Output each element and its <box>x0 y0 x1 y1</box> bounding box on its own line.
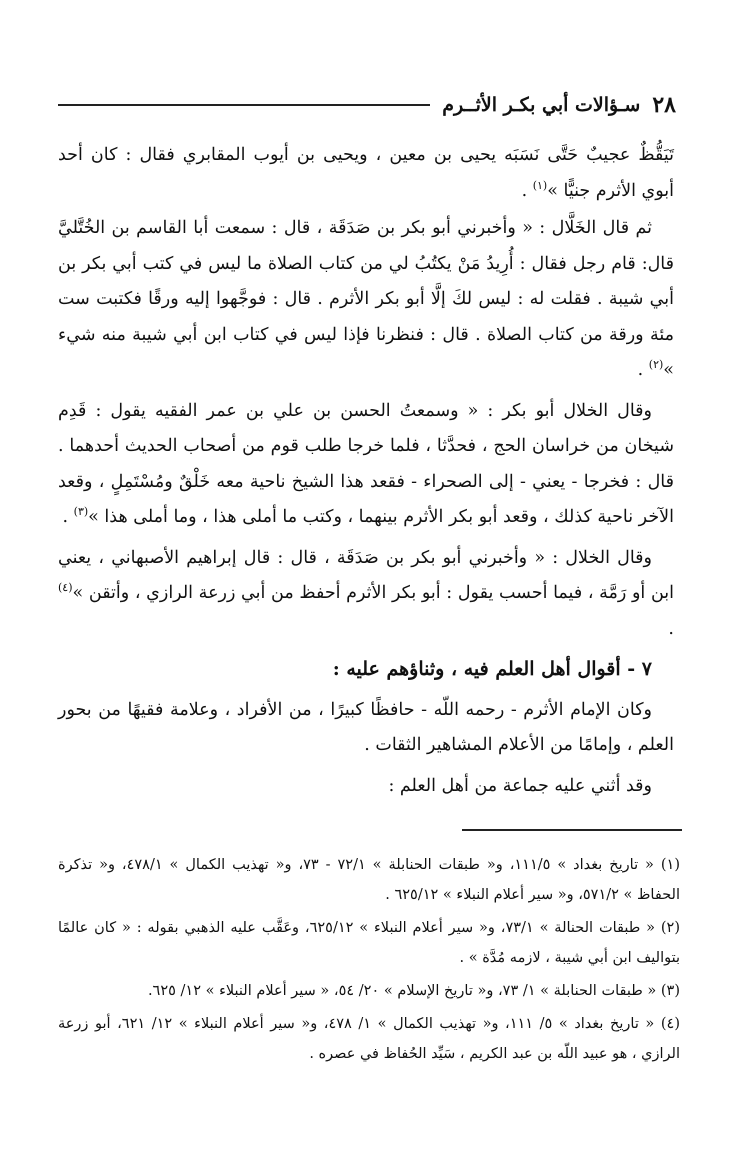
running-title: سـؤالات أبي بكـر الأثــرم <box>442 94 641 116</box>
footnote-ref-4[interactable]: (٤) <box>58 581 73 595</box>
paragraph-1-text: تَيَقُّظٌ عجيبٌ حَتَّى نَسَبَه يحيى بن معين ، ويحيى بن أيوب المقابري فقال : كان أحد أبوي الأثرم جنيًّا » <box>58 145 674 201</box>
footnote-number: (١) <box>660 857 680 873</box>
footnote-3 <box>58 976 680 1006</box>
footnote-text: « طبقات الحنابلة » ١/ ٧٣، و« تاريخ الإسلام » ٢٠/ ٥٤، « سير أعلام النبلاء » ١٢/ ٦٢٥. <box>147 983 657 999</box>
page-number: ٢٨ <box>652 92 676 118</box>
footnote-text: « تاريخ بغداد » ١١١/٥، و« طبقات الحنابلة » ٧٢/١ - ٧٣، و« تهذيب الكمال » ٤٧٨/١، و« تذكرة الحفاظ » ٥٧١/٢، و« سير أعلام النبلاء » ٦٢٥/١٢ . <box>58 857 680 903</box>
paragraph-2 <box>58 211 674 389</box>
paragraph-4-end: . <box>668 618 674 639</box>
paragraph-3-text: وقال الخلال أبو بكر : « وسمعتُ الحسن بن علي بن عمر الفقيه يقول : قَدِم شيخان من خراسان الحج ، فحدَّثا ، فلما خرجا طلب قوم من أصحاب الحديث أحدهما . قال : فخرجا - يعني - إلى الصحراء - فقعد هذا الشيخ ناحية معه خَلْقٌ ومُسْتَمِلٍ ، وقعد الآخر ناحية كذلك ، وقعد أبو بكر الأثرم بينهما ، وكتب ما أملى هذا ، وما أملى هذا » <box>58 400 674 527</box>
footnote-ref-1[interactable]: (١) <box>532 178 548 192</box>
paragraph-1-end: . <box>521 180 533 201</box>
footnote-separator <box>462 829 682 831</box>
footnote-ref-3[interactable]: (٣) <box>73 505 89 519</box>
footnote-number: (٣) <box>660 983 680 999</box>
paragraph-2-text: ثم قال الخَلَّال : « وأخبرني أبو بكر بن صَدَقَة ، قال : سمعت أبا القاسم بن الخُتَّليَّ قال: قام رجل فقال : أُرِيدُ مَنْ يكتُبُ لي من كتاب الصلاة ما ليس في كتب أبي بكر بن أبي شيبة . فقلت له : ليس لكَ إلَّا أبو بكر الأثرم . قال : فوجَّهوا إليه ورقًا فكتبت ست مئة ورقة من كتاب الصلاة . قال : فنظرنا فإذا ليس في كتاب ابن أبي شيبة منه شيء » <box>58 218 674 380</box>
paragraph-6: وقد أثني عليه جماعة من أهل العلم : <box>388 775 652 796</box>
footnote-1 <box>58 850 680 910</box>
paragraph-2-end: . <box>637 360 649 380</box>
page-header <box>58 88 676 122</box>
footnote-4 <box>58 1009 680 1069</box>
main-text <box>58 138 674 809</box>
paragraph-3-end: . <box>62 507 74 527</box>
paragraph-3 <box>58 394 674 536</box>
footnote-number: (٤) <box>660 1016 680 1032</box>
paragraph-4-text: وقال الخلال : « وأخبرني أبو بكر بن صَدَقَة ، قال : قال إبراهيم الأصبهاني ، يعني ابن أو رَمَّة ، فيما أحسب يقول : أبو بكر الأثرم أحفظ من أبي زرعة الرازي ، وأتقن » <box>58 547 674 603</box>
footnote-number: (٢) <box>660 920 680 936</box>
footnote-ref-2[interactable]: (٢) <box>648 358 664 372</box>
footnote-text: « طبقات الحنالة » ٧٣/١، و« سير أعلام النبلاء » ٦٢٥/١٢، وعَقَّب عليه الذهبي بقوله : « كان عالمًا بتواليف ابن أبي شيبة ، لازمه مُدَّة » . <box>58 920 680 966</box>
paragraph-4 <box>58 541 674 648</box>
section-heading: ٧ - أقوال أهل العلم فيه ، وثناؤهم عليه : <box>332 658 652 680</box>
footnote-2 <box>58 913 680 973</box>
paragraph-1 <box>58 138 674 209</box>
paragraph-5: وكان الإمام الأثرم - رحمه اللّه - حافظًا كبيرًا ، من الأفراد ، وعلامة فقيهًا من بحور العلم ، وإمامًا من الأعلام المشاهير الثقات . <box>58 699 674 755</box>
footnotes <box>58 850 680 1072</box>
header-rule <box>58 104 430 106</box>
footnote-text: « تاريخ بغداد » ٥/ ١١١، و« تهذيب الكمال » ١/ ٤٧٨، و« سير أعلام النبلاء » ١٢/ ٦٢١، أبو زرعة الرازي ، هو عبيد اللّه بن عبد الكريم ، سَيِّد الحُفاظ في عصره . <box>58 1016 680 1062</box>
